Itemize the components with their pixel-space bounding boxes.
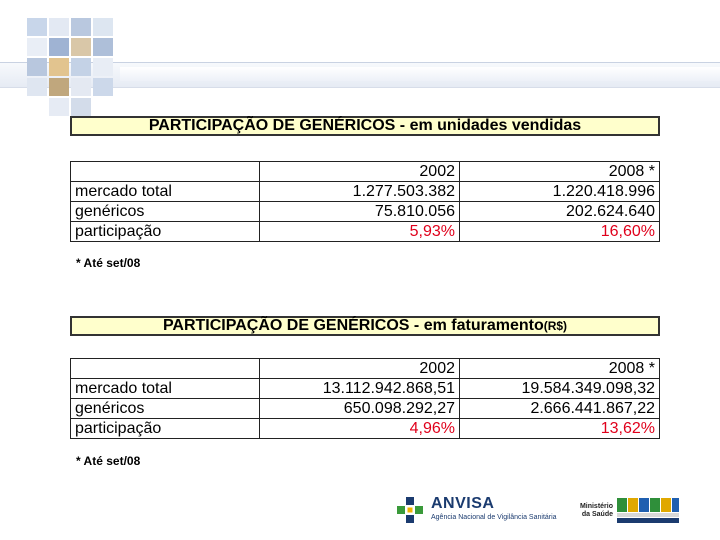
row-label: genéricos (71, 399, 260, 419)
table-header-row (71, 359, 660, 379)
row-label: mercado total (71, 379, 260, 399)
table2-revenue (70, 358, 660, 439)
value-2002: 650.098.292,27 (260, 399, 460, 419)
brasil-logo (617, 498, 679, 524)
ministry-label: Ministério da Saúde (579, 503, 613, 518)
value-2008-share: 16,60% (460, 222, 660, 242)
row-label: participação (71, 222, 260, 242)
value-2002-share: 4,96% (260, 419, 460, 439)
value-2002-share: 5,93% (260, 222, 460, 242)
row-label: mercado total (71, 182, 260, 202)
value-2008-share: 13,62% (460, 419, 660, 439)
anvisa-cross-icon (395, 495, 425, 525)
table-row (71, 222, 660, 242)
row-label: genéricos (71, 202, 260, 222)
table2-title (70, 316, 660, 336)
value-2008: 19.584.349.098,32 (460, 379, 660, 399)
anvisa-name: ANVISA (431, 495, 495, 512)
anvisa-subtitle: Agência Nacional de Vigilância Sanitária (431, 514, 557, 521)
col-2002-header: 2002 (260, 162, 460, 182)
value-2002: 1.277.503.382 (260, 182, 460, 202)
table-row (71, 399, 660, 419)
table1-footnote: * Até set/08 (76, 256, 141, 270)
table-header-row (71, 162, 660, 182)
table2-footnote: * Até set/08 (76, 454, 141, 468)
brasil-flag-icon (617, 498, 679, 524)
table1-title-text: PARTICIPAÇÃO DE GENÉRICOS - em unidades vendidas (148, 117, 582, 134)
value-2002: 75.810.056 (260, 202, 460, 222)
col-2002-header: 2002 (260, 359, 460, 379)
anvisa-logo (393, 493, 563, 527)
value-2008: 2.666.441.867,22 (460, 399, 660, 419)
value-2002: 13.112.942.868,51 (260, 379, 460, 399)
value-2008: 1.220.418.996 (460, 182, 660, 202)
table-row (71, 202, 660, 222)
table2-title-text: PARTICIPAÇÃO DE GENÉRICOS - em faturamento (162, 317, 544, 334)
table-row (71, 419, 660, 439)
table-row (71, 182, 660, 202)
table1-title (70, 116, 660, 136)
col-2008-header: 2008 * (460, 359, 660, 379)
table-row (71, 379, 660, 399)
table2-title-suffix: (R$) (543, 319, 568, 333)
table1-units (70, 161, 660, 242)
header-photo-collage (27, 18, 115, 118)
value-2008: 202.624.640 (460, 202, 660, 222)
row-label: participação (71, 419, 260, 439)
col-2008-header: 2008 * (460, 162, 660, 182)
